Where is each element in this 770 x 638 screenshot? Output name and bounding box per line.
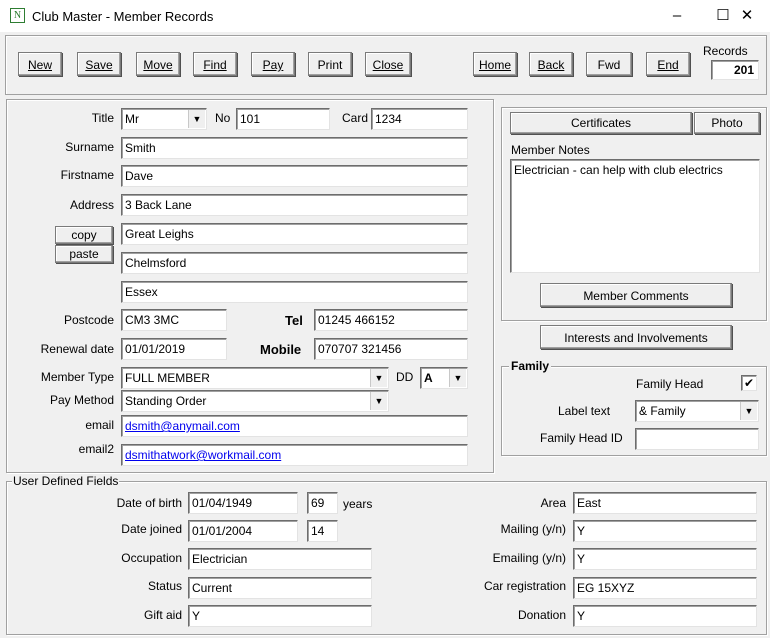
- gift-aid-label: Gift aid: [143, 608, 182, 622]
- surname-label: Surname: [65, 140, 114, 154]
- date-joined-field[interactable]: 01/01/2004: [188, 520, 298, 542]
- title-select[interactable]: Mr ▼: [121, 108, 207, 130]
- date-joined-label: Date joined: [121, 522, 182, 536]
- interests-button[interactable]: Interests and Involvements: [540, 325, 732, 349]
- family-head-label: Family Head: [636, 377, 704, 391]
- dd-label: DD: [396, 370, 414, 384]
- certificates-button[interactable]: Certificates: [510, 112, 692, 134]
- title-label: Title: [91, 111, 114, 125]
- family-head-id-label: Family Head ID: [540, 431, 623, 445]
- print-button[interactable]: Print: [308, 52, 352, 76]
- postcode-label: Postcode: [63, 313, 114, 327]
- home-button[interactable]: Home: [473, 52, 517, 76]
- mailing-label: Mailing (y/n): [500, 522, 566, 536]
- address-line-4[interactable]: Essex: [121, 281, 468, 303]
- new-button[interactable]: New: [18, 52, 62, 76]
- surname-field[interactable]: Smith: [121, 137, 468, 159]
- chevron-down-icon: ▼: [370, 392, 387, 410]
- tel-label: Tel: [285, 313, 303, 328]
- dob-label: Date of birth: [116, 496, 182, 510]
- member-notes-field[interactable]: Electrician - can help with club electrics: [510, 159, 760, 273]
- minimize-button[interactable]: –: [672, 7, 682, 24]
- email-link[interactable]: dsmith@anymail.com: [125, 419, 240, 433]
- app-icon: N: [10, 8, 25, 23]
- gift-aid-field[interactable]: Y: [188, 605, 372, 627]
- mobile-field[interactable]: 070707 321456: [314, 338, 468, 360]
- member-no-field[interactable]: 101: [236, 108, 330, 130]
- pay-method-label: Pay Method: [49, 393, 114, 407]
- emailing-label: Emailing (y/n): [492, 551, 566, 565]
- email2-label: email2: [78, 442, 114, 456]
- chevron-down-icon: ▼: [188, 110, 205, 128]
- email-label: email: [85, 418, 114, 432]
- member-type-label: Member Type: [40, 370, 114, 384]
- close-button[interactable]: Close: [365, 52, 411, 76]
- age-field[interactable]: 69: [307, 492, 338, 514]
- occupation-label: Occupation: [121, 551, 182, 565]
- records-label: Records: [703, 44, 748, 58]
- car-registration-label: Car registration: [483, 579, 566, 593]
- postcode-field[interactable]: CM3 3MC: [121, 309, 227, 331]
- renewal-date-label: Renewal date: [40, 342, 114, 356]
- label-text-select[interactable]: & Family ▼: [635, 400, 759, 422]
- car-registration-field[interactable]: EG 15XYZ: [573, 577, 757, 599]
- firstname-label: Firstname: [60, 168, 114, 182]
- close-window-button[interactable]: ✕: [740, 7, 754, 24]
- member-type-select[interactable]: FULL MEMBER ▼: [121, 367, 389, 389]
- donation-field[interactable]: Y: [573, 605, 757, 627]
- dob-field[interactable]: 01/04/1949: [188, 492, 298, 514]
- move-button[interactable]: Move: [136, 52, 180, 76]
- no-label: No: [215, 111, 231, 125]
- family-head-checkbox[interactable]: ✔: [741, 375, 757, 391]
- email2-field[interactable]: [121, 444, 468, 466]
- dd-select[interactable]: A ▼: [420, 367, 468, 389]
- paste-button[interactable]: paste: [55, 245, 113, 263]
- label-text-label: Label text: [558, 404, 611, 418]
- donation-label: Donation: [517, 608, 566, 622]
- renewal-date-field[interactable]: 01/01/2019: [121, 338, 227, 360]
- card-field[interactable]: 1234: [371, 108, 468, 130]
- tel-field[interactable]: 01245 466152: [314, 309, 468, 331]
- records-count: 201: [711, 60, 759, 80]
- chevron-down-icon: ▼: [370, 369, 387, 387]
- family-head-id-field[interactable]: [635, 428, 759, 450]
- save-button[interactable]: Save: [77, 52, 121, 76]
- address-line-2[interactable]: Great Leighs: [121, 223, 468, 245]
- status-field[interactable]: Current: [188, 577, 372, 599]
- pay-button[interactable]: Pay: [251, 52, 295, 76]
- occupation-field[interactable]: Electrician: [188, 548, 372, 570]
- photo-button[interactable]: Photo: [694, 112, 760, 134]
- email2-link[interactable]: dsmithatwork@workmail.com: [125, 448, 282, 462]
- mobile-label: Mobile: [260, 342, 302, 357]
- area-field[interactable]: East: [573, 492, 757, 514]
- email-field[interactable]: [121, 415, 468, 437]
- years-member-field[interactable]: 14: [307, 520, 338, 542]
- address-line-1[interactable]: 3 Back Lane: [121, 194, 468, 216]
- card-label: Card: [342, 111, 369, 125]
- area-label: Area: [540, 496, 566, 510]
- status-label: Status: [147, 579, 182, 593]
- user-defined-fields-label: User Defined Fields: [13, 474, 119, 488]
- find-button[interactable]: Find: [193, 52, 237, 76]
- firstname-field[interactable]: Dave: [121, 165, 468, 187]
- chevron-down-icon: ▼: [449, 369, 466, 387]
- maximize-button[interactable]: ☐: [716, 7, 730, 24]
- member-comments-button[interactable]: Member Comments: [540, 283, 732, 307]
- back-button[interactable]: Back: [529, 52, 573, 76]
- address-line-3[interactable]: Chelmsford: [121, 252, 468, 274]
- emailing-field[interactable]: Y: [573, 548, 757, 570]
- end-button[interactable]: End: [646, 52, 690, 76]
- mailing-field[interactable]: Y: [573, 520, 757, 542]
- copy-button[interactable]: copy: [55, 226, 113, 244]
- years-label: years: [343, 497, 373, 511]
- window-title: Club Master - Member Records: [32, 9, 214, 24]
- chevron-down-icon: ▼: [740, 402, 757, 420]
- address-label: Address: [69, 198, 114, 212]
- family-group-label: Family: [511, 359, 550, 373]
- pay-method-select[interactable]: Standing Order ▼: [121, 390, 389, 412]
- fwd-button[interactable]: Fwd: [586, 52, 632, 76]
- member-notes-label: Member Notes: [511, 143, 590, 157]
